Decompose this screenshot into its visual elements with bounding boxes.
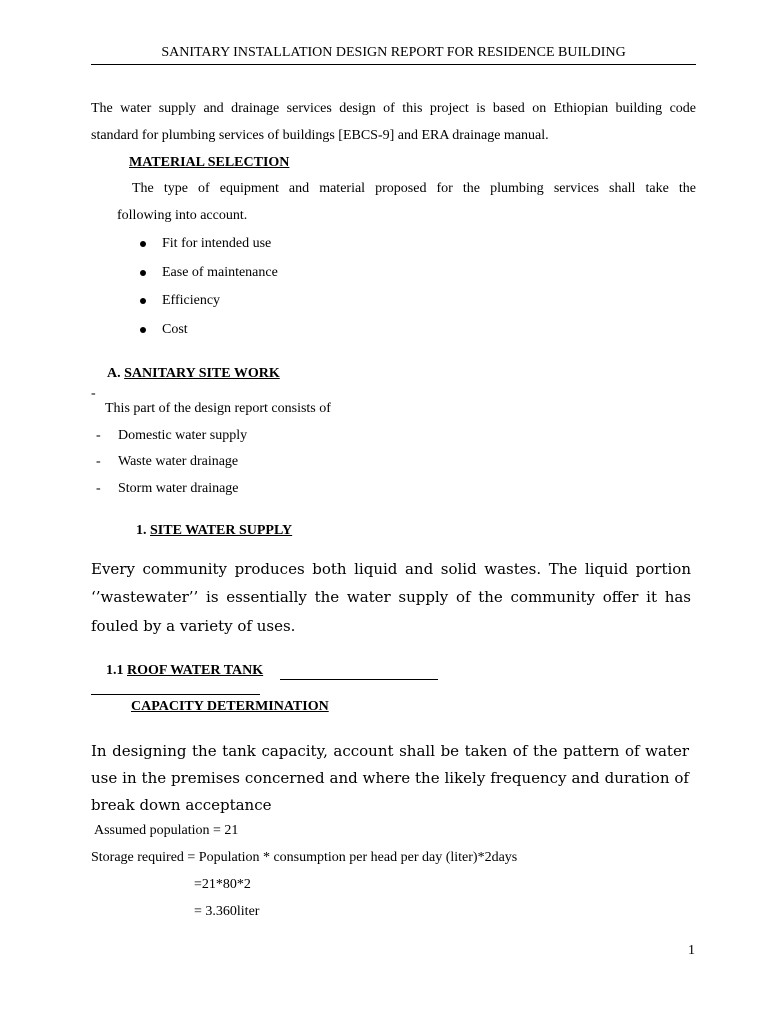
section-prefix: A. [107, 366, 121, 381]
heading-underline-continuation [91, 694, 260, 695]
site-water-para-line-1: Every community produces both liquid and solid wastes. The liquid portion [91, 560, 691, 578]
list-dash: - [96, 454, 101, 469]
section-title: SANITARY SITE WORK [124, 366, 280, 381]
calculation-result: = 3.360liter [194, 904, 260, 919]
roof-tank-para-line-3: break down acceptance [91, 796, 272, 814]
sanitary-site-work-heading [107, 366, 280, 382]
capacity-determination-heading: CAPACITY DETERMINATION [131, 699, 329, 714]
bullet-item: Fit for intended use [162, 236, 272, 251]
page-number: 1 [688, 943, 695, 958]
header-rule [91, 64, 696, 65]
section-title: ROOF WATER TANK [127, 663, 264, 678]
heading-underline-extension [280, 679, 438, 680]
material-selection-heading: MATERIAL SELECTION [129, 155, 290, 170]
roof-water-tank-heading [106, 663, 263, 679]
bullet-icon [140, 298, 146, 304]
material-selection-line-2: following into account. [117, 208, 248, 223]
bullet-item: Efficiency [162, 293, 221, 308]
list-dash: - [96, 481, 101, 496]
storage-formula: Storage required = Population * consumption per head per day (liter)*2days [91, 850, 518, 865]
intro-line-2: standard for plumbing services of buildings [EBCS-9] and ERA drainage manual. [91, 128, 549, 143]
list-item: Storm water drainage [118, 481, 239, 496]
material-selection-line-1: The type of equipment and material proposed for the plumbing services shall take the [132, 181, 696, 196]
site-work-intro: This part of the design report consists of [105, 401, 331, 416]
page-header-title: SANITARY INSTALLATION DESIGN REPORT FOR RESIDENCE BUILDING [161, 45, 626, 60]
site-water-para-line-3: fouled by a variety of uses. [91, 617, 296, 635]
section-prefix: 1.1 [106, 663, 124, 678]
bullet-icon [140, 241, 146, 247]
intro-line-1: The water supply and drainage services design of this project is based on Ethiopian building code [91, 101, 696, 116]
bullet-item: Ease of maintenance [162, 265, 278, 280]
list-item: Waste water drainage [118, 454, 239, 469]
roof-tank-para-line-1: In designing the tank capacity, account shall be taken of the pattern of water [91, 742, 689, 760]
bullet-item: Cost [162, 322, 188, 337]
bullet-icon [140, 270, 146, 276]
roof-tank-para-line-2: use in the premises concerned and where the likely frequency and duration of [91, 769, 689, 787]
stray-dash: - [91, 386, 96, 401]
site-water-supply-heading [136, 523, 292, 539]
assumed-population: Assumed population = 21 [94, 823, 239, 838]
site-water-para-line-2: ‘’wastewater’’ is essentially the water supply of the community offer it has [91, 588, 691, 606]
bullet-icon [140, 327, 146, 333]
section-title: SITE WATER SUPPLY [150, 523, 293, 538]
section-prefix: 1. [136, 523, 147, 538]
list-dash: - [96, 428, 101, 443]
list-item: Domestic water supply [118, 428, 248, 443]
calculation-step-1: =21*80*2 [194, 877, 251, 892]
